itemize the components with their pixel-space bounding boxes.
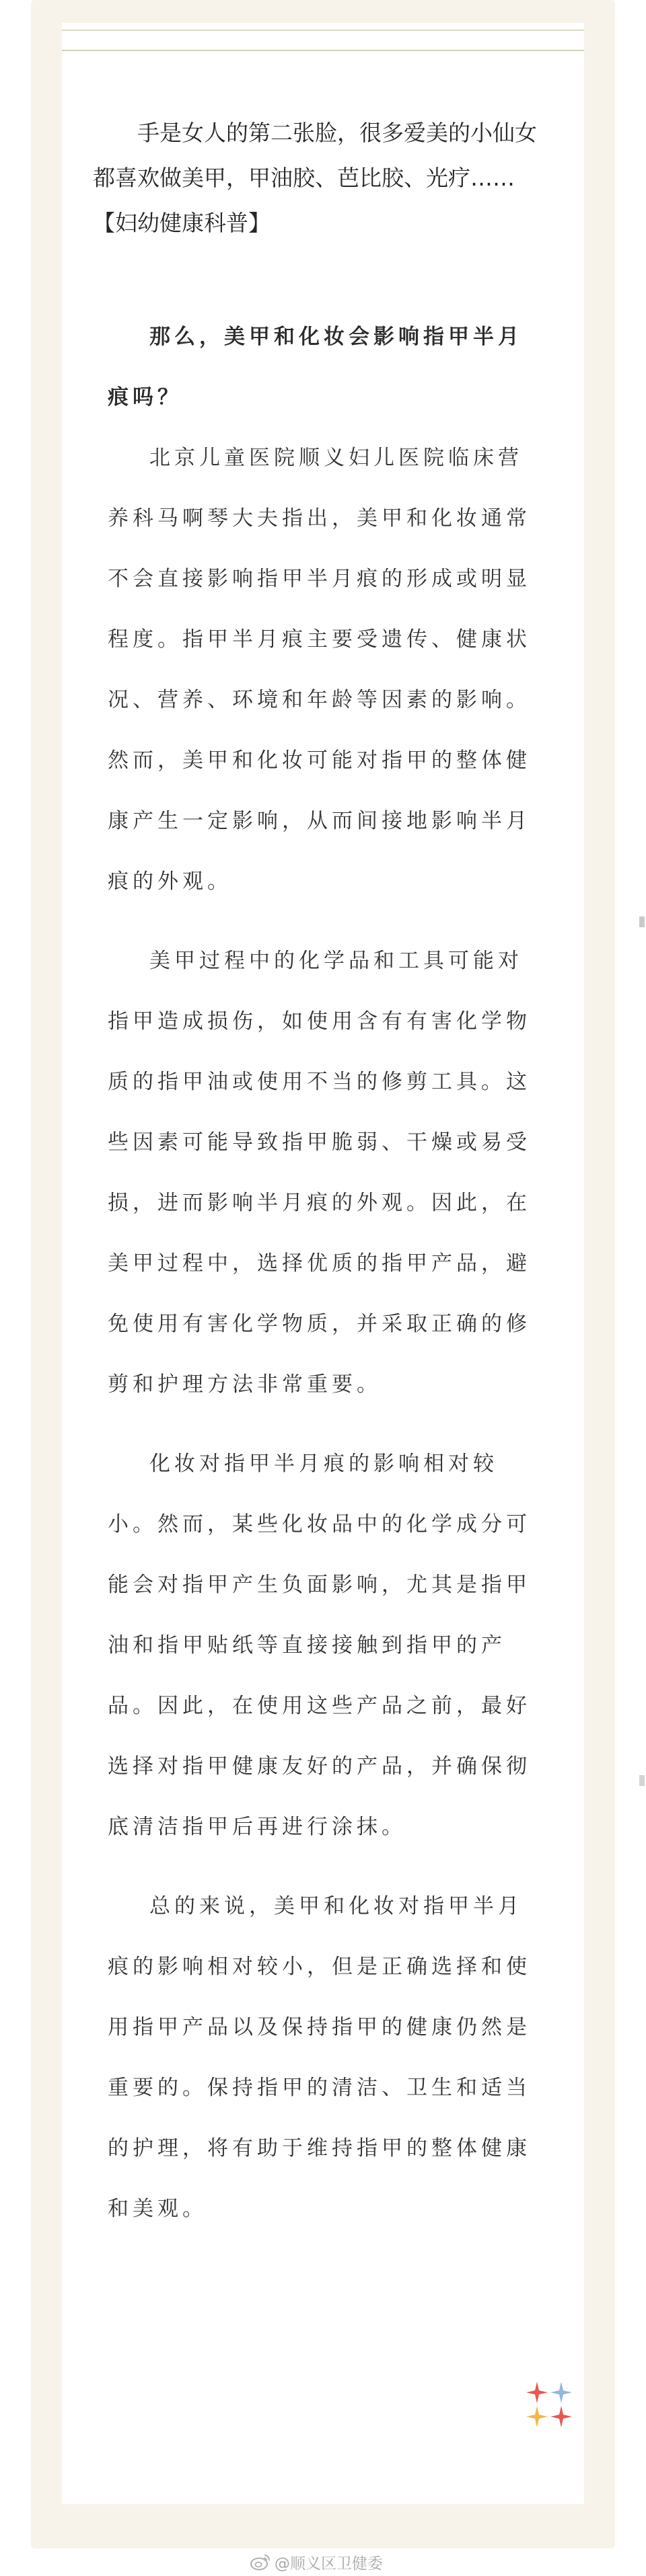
article-card bbox=[62, 23, 584, 2504]
article-paragraph: 化妆对指甲半月痕的影响相对较小。然而，某些化妆品中的化学成分可能会对指甲产生负面影响，尤其是指甲油和指甲贴纸等直接接触到指甲的产品。因此，在使用这些产品之前，最好选择对指甲健康友好的产品，并确保彻底清洁指甲后再进行涂抹。 bbox=[108, 1452, 531, 1839]
article-body bbox=[108, 307, 538, 2239]
sparkle-star-icon bbox=[550, 2382, 572, 2403]
article-intro: 手是女人的第二张脸，很多爱美的小仙女都喜欢做美甲，甲油胶、芭比胶、光疗……【妇幼健康科普】 bbox=[93, 120, 537, 236]
article-heading: 那么，美甲和化妆会影响指甲半月痕吗？ bbox=[108, 325, 523, 409]
top-divider-secondary bbox=[62, 50, 584, 51]
article-paragraph: 美甲过程中的化学品和工具可能对指甲造成损伤，如使用含有有害化学物质的指甲油或使用不当的修剪工具。这些因素可能导致指甲脆弱、干燥或易受损，进而影响半月痕的外观。因此，在美甲过程中，选择优质的指甲产品，避免使用有害化学物质，并采取正确的修剪和护理方法非常重要。 bbox=[108, 949, 531, 1397]
article-paragraph: 北京儿童医院顺义妇儿医院临床营养科马啊琴大夫指出，美甲和化妆通常不会直接影响指甲半月痕的形成或明显程度。指甲半月痕主要受遗传、健康状况、营养、环境和年龄等因素的影响。然而，美甲和化妆可能对指甲的整体健康产生一定影响，从而间接地影响半月痕的外观。 bbox=[108, 446, 531, 894]
article-paragraph: 总的来说，美甲和化妆对指甲半月痕的影响相对较小，但是正确选择和使用指甲产品以及保持指甲的健康仍然是重要的。保持指甲的清洁、卫生和适当的护理，将有助于维持指甲的整体健康和美观。 bbox=[108, 1894, 531, 2221]
sparkle-star-icon bbox=[526, 2406, 548, 2427]
scroll-indicator bbox=[639, 916, 645, 927]
weibo-logo-icon bbox=[250, 2553, 271, 2571]
four-sparkle-stars-icon bbox=[525, 2380, 573, 2429]
sparkle-star-icon bbox=[526, 2382, 548, 2403]
top-divider bbox=[62, 30, 584, 31]
scroll-indicator bbox=[639, 1775, 645, 1786]
sparkle-star-icon bbox=[550, 2406, 572, 2427]
watermark bbox=[250, 2552, 383, 2572]
watermark-text: @顺义区卫健委 bbox=[275, 2554, 383, 2573]
